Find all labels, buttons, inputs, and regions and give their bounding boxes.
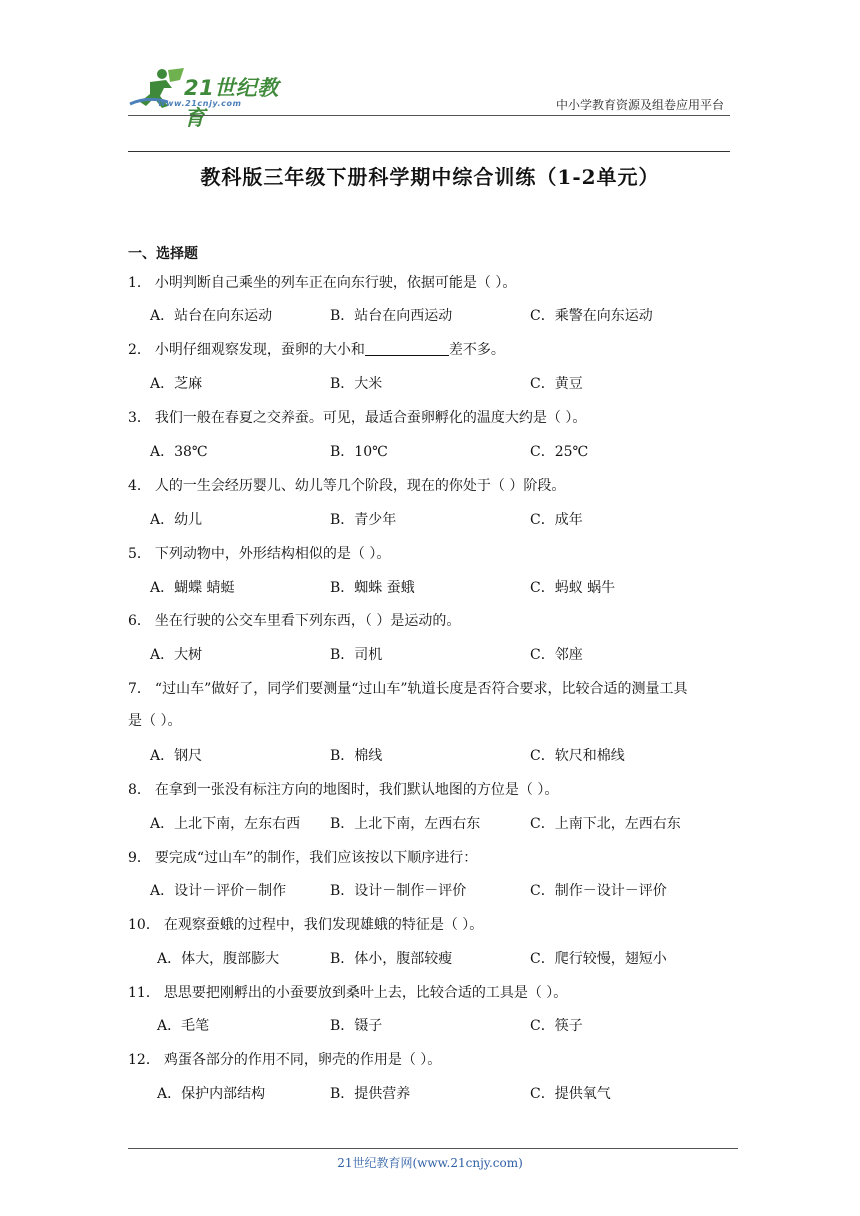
question-12	[128, 1050, 730, 1070]
option-c: C．乘警在向东运动	[530, 308, 653, 324]
option-b: B．蜘蛛 蚕蛾	[330, 580, 415, 596]
option-b: B．体小，腹部较瘦	[330, 951, 453, 967]
option-c: C．上南下北，左西右东	[530, 816, 681, 832]
option-c: C．爬行较慢，翅短小	[530, 951, 667, 967]
options-3	[150, 442, 730, 462]
question-text-before: 小明仔细观察发现，蚕卵的大小和	[154, 342, 365, 358]
options-1	[150, 306, 730, 326]
question-number: 1．	[128, 275, 151, 291]
option-c: C．蚂蚁 蜗牛	[530, 580, 616, 596]
question-text: 小明判断自己乘坐的列车正在向东行驶，依据可能是（ ）。	[154, 275, 517, 291]
question-3	[128, 408, 730, 428]
question-2	[128, 340, 730, 360]
option-c: C．成年	[530, 512, 583, 528]
header-divider	[128, 115, 730, 116]
options-2	[150, 374, 730, 394]
question-number: 2．	[128, 342, 151, 358]
option-b: B．站台在向西运动	[330, 308, 453, 324]
section-heading: 一、选择题	[128, 246, 198, 262]
option-c: C．提供氧气	[530, 1086, 611, 1102]
footer-divider	[128, 1148, 738, 1149]
question-text-continued: 是（ ）。	[128, 713, 182, 729]
option-c: C．25℃	[530, 444, 589, 460]
option-b: B．棉线	[330, 748, 383, 764]
question-number: 6．	[128, 613, 151, 629]
answer-blank	[365, 341, 449, 356]
question-text: “过山车”做好了，同学们要测量“过山车”轨道长度是否符合要求，比较合适的测量工具	[154, 681, 688, 697]
question-9	[128, 848, 730, 868]
footer-link[interactable]: 21世纪教育网(www.21cnjy.com)	[337, 1156, 523, 1170]
options-7	[150, 746, 730, 766]
question-text: 坐在行驶的公交车里看下列东西，（ ）是运动的。	[154, 613, 461, 629]
option-c: C．筷子	[530, 1018, 583, 1034]
question-number: 4．	[128, 478, 151, 494]
option-b: B．设计－制作－评价	[330, 883, 467, 899]
question-11	[128, 983, 730, 1003]
option-a: A．上北下南，左东右西	[150, 816, 301, 832]
option-b: B．青少年	[330, 512, 397, 528]
options-11	[157, 1016, 737, 1036]
question-number: 12．	[128, 1052, 160, 1068]
options-8	[150, 814, 730, 834]
option-b: B．提供营养	[330, 1086, 411, 1102]
question-4	[128, 476, 730, 496]
question-text: 思思要把刚孵出的小蚕要放到桑叶上去，比较合适的工具是（ ）。	[163, 985, 568, 1001]
option-b: B．镊子	[330, 1018, 383, 1034]
option-a: A．大树	[150, 647, 203, 663]
option-a: A．钢尺	[150, 748, 203, 764]
question-text: 下列动物中，外形结构相似的是（ ）。	[154, 546, 391, 562]
page-header	[128, 66, 730, 130]
question-text: 要完成“过山车”的制作，我们应该按以下顺序进行：	[154, 850, 478, 866]
option-a: A．芝麻	[150, 376, 203, 392]
option-c: C．黄豆	[530, 376, 583, 392]
question-number: 10．	[128, 917, 160, 933]
logo-text: 21世纪教育	[184, 76, 279, 130]
question-text: 在观察蚕蛾的过程中，我们发现雄蛾的特征是（ ）。	[163, 917, 484, 933]
question-10	[128, 915, 730, 935]
question-text: 我们一般在春夏之交养蚕。可见，最适合蚕卵孵化的温度大约是（ ）。	[154, 410, 587, 426]
question-text: 在拿到一张没有标注方向的地图时，我们默认地图的方位是（ ）。	[154, 782, 559, 798]
option-a: A．蝴蝶 蜻蜓	[150, 580, 235, 596]
option-c: C．制作－设计－评价	[530, 883, 667, 899]
option-a: A．设计－评价－制作	[150, 883, 287, 899]
question-8	[128, 780, 730, 800]
question-number: 8．	[128, 782, 151, 798]
question-text-after: 差不多。	[448, 342, 505, 358]
options-5	[150, 578, 730, 598]
logo-url: www.21cnjy.com	[158, 99, 242, 108]
options-12	[157, 1084, 737, 1104]
option-c: C．软尺和棉线	[530, 748, 625, 764]
logo	[128, 66, 298, 130]
question-number: 7．	[128, 681, 151, 697]
question-6	[128, 611, 730, 631]
option-a: A．站台在向东运动	[150, 308, 273, 324]
option-a: A．毛笔	[157, 1018, 210, 1034]
question-5	[128, 544, 730, 564]
options-4	[150, 510, 730, 530]
question-1	[128, 273, 730, 293]
option-a: A．38℃	[150, 444, 208, 460]
question-7-continued	[128, 711, 730, 731]
option-a: A．保护内部结构	[157, 1086, 266, 1102]
option-b: B．大米	[330, 376, 383, 392]
question-number: 3．	[128, 410, 151, 426]
options-10	[157, 949, 737, 969]
title-divider	[128, 151, 730, 152]
question-number: 5．	[128, 546, 151, 562]
question-7	[128, 679, 730, 699]
question-number: 11．	[128, 985, 160, 1001]
header-tagline: 中小学教育资源及组卷应用平台	[555, 98, 724, 112]
option-c: C．邻座	[530, 647, 583, 663]
question-text: 鸡蛋各部分的作用不同，卵壳的作用是（ ）。	[163, 1052, 442, 1068]
option-a: A．体大，腹部膨大	[157, 951, 280, 967]
question-number: 9．	[128, 850, 151, 866]
question-text: 人的一生会经历婴儿、幼儿等几个阶段，现在的你处于（ ）阶段。	[154, 478, 566, 494]
option-b: B．上北下南，左西右东	[330, 816, 481, 832]
option-a: A．幼儿	[150, 512, 203, 528]
option-b: B．10℃	[330, 444, 388, 460]
options-9	[150, 881, 730, 901]
option-b: B．司机	[330, 647, 383, 663]
options-6	[150, 645, 730, 665]
page-title: 教科版三年级下册科学期中综合训练（1-2单元）	[200, 165, 660, 189]
